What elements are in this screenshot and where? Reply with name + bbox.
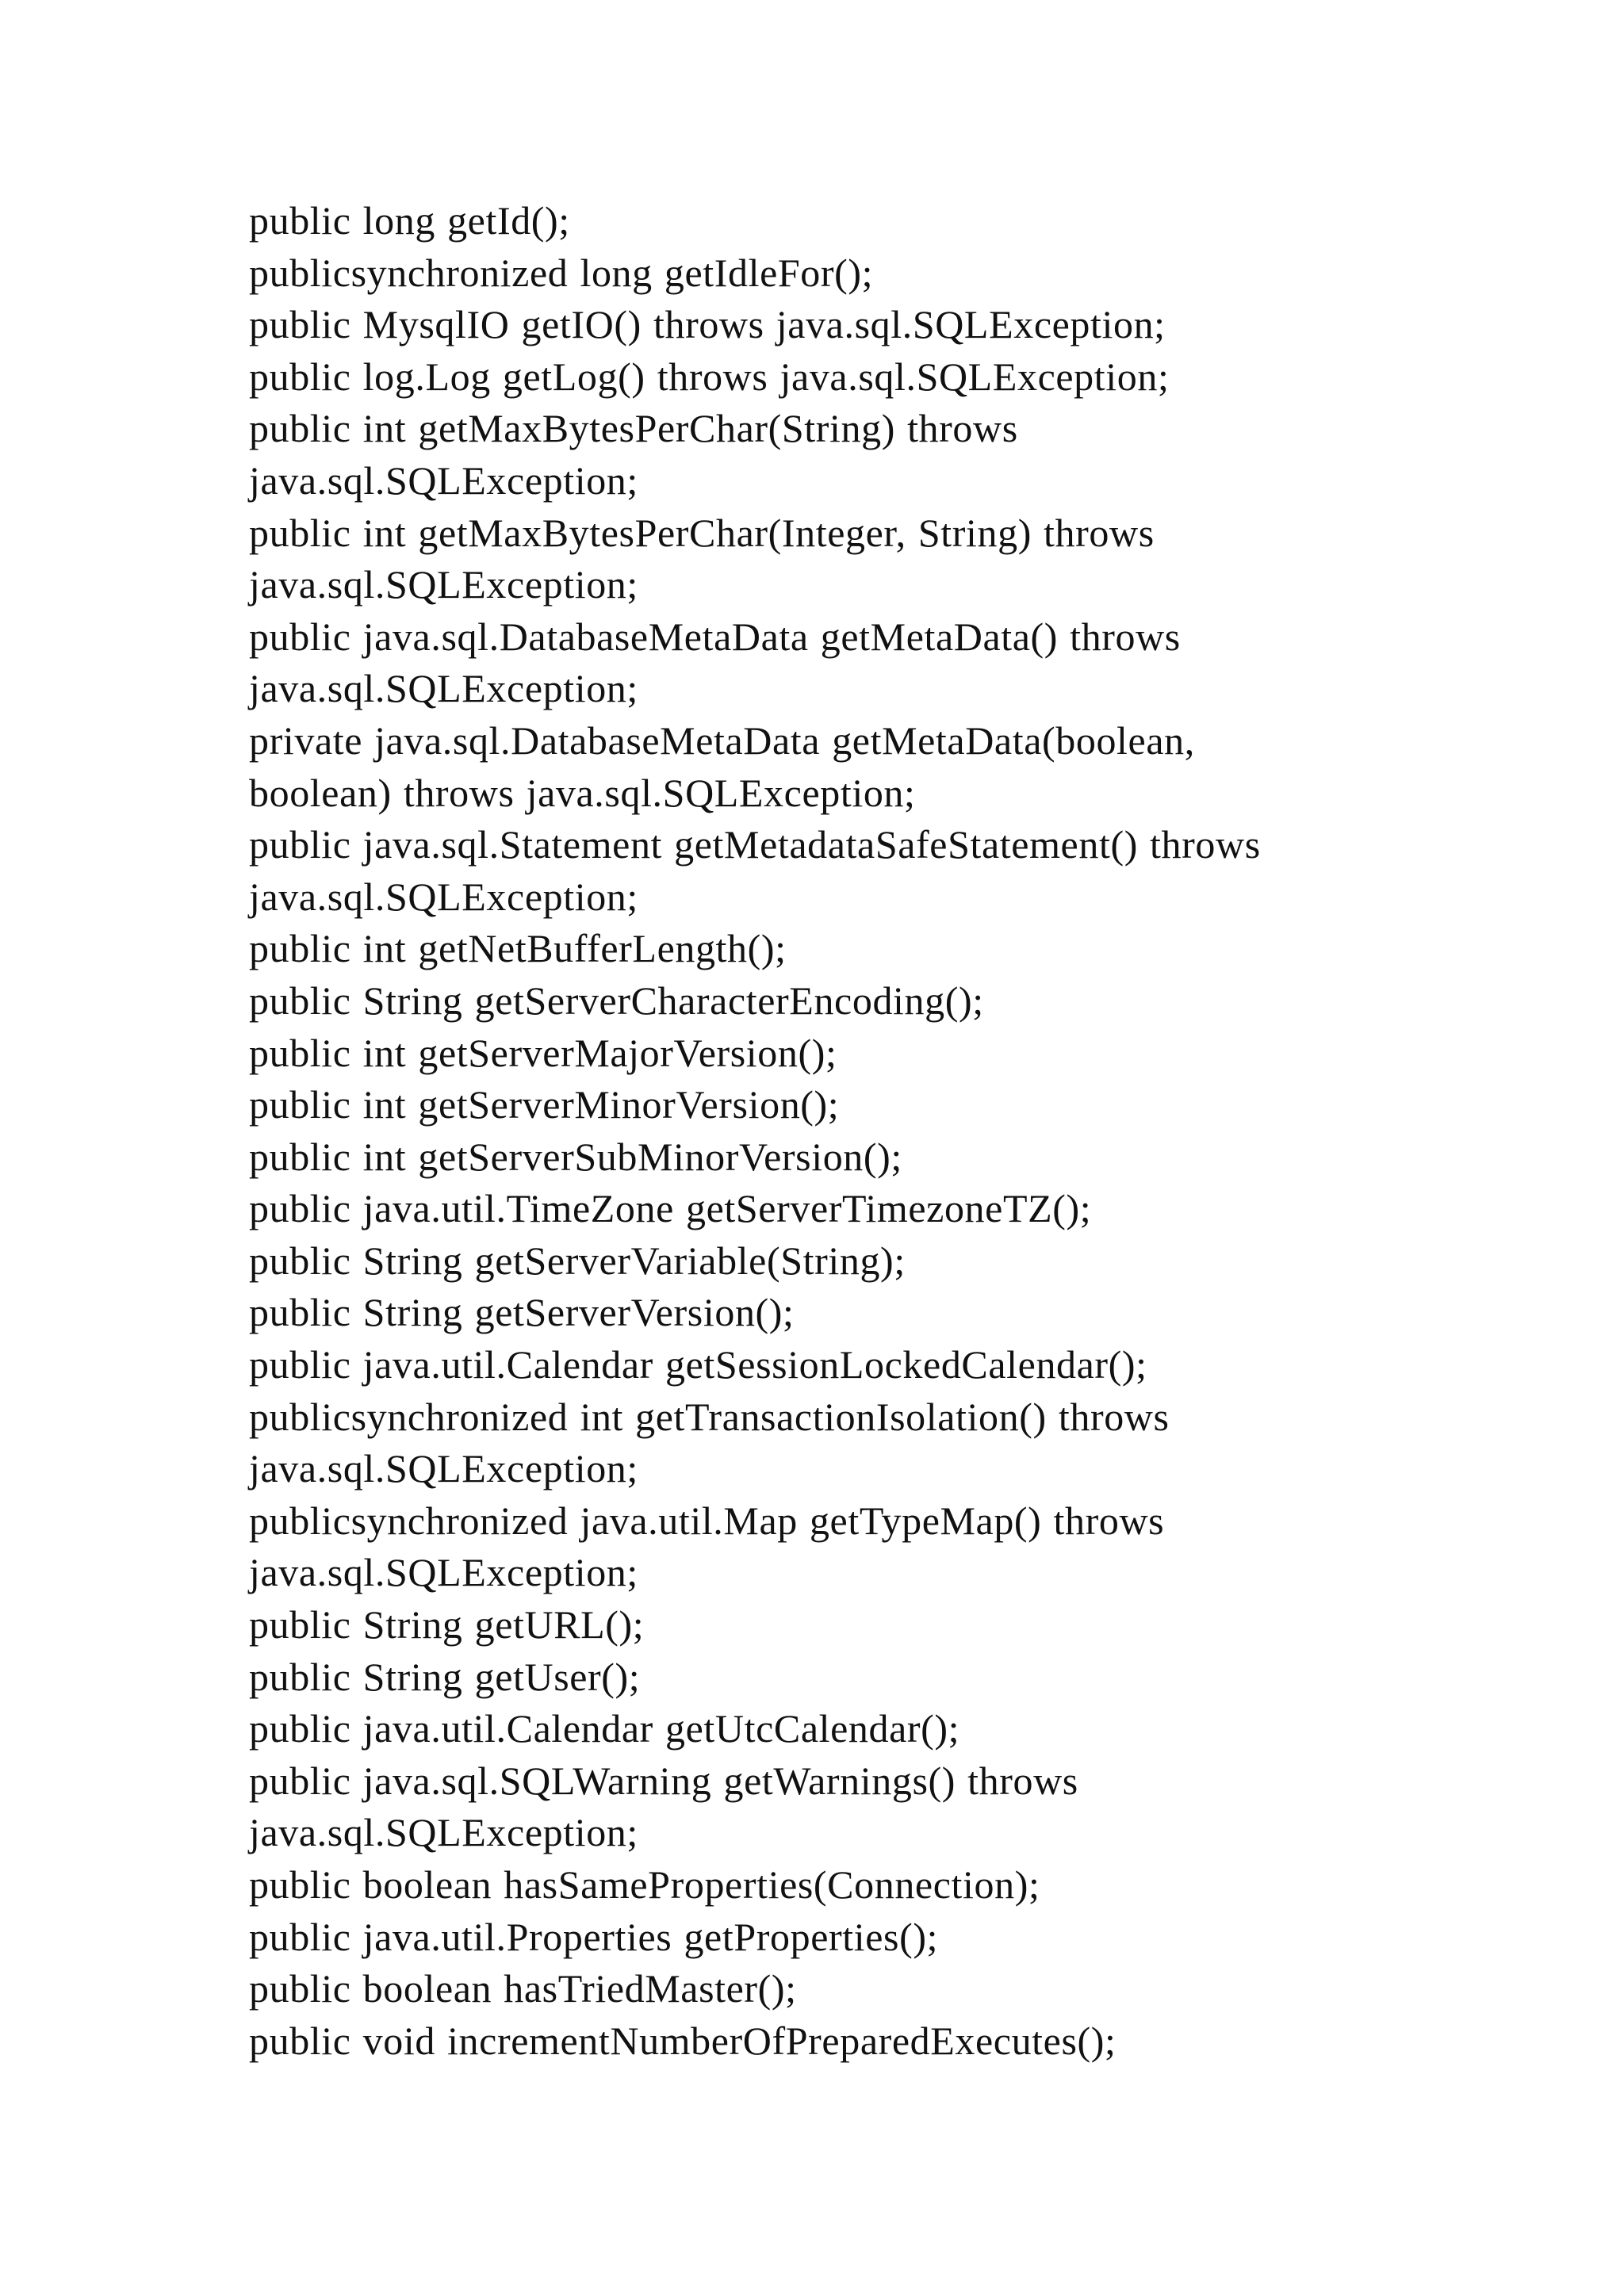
- code-line: public int getNetBufferLength();: [249, 926, 787, 971]
- code-paragraph: [197, 1183, 1434, 1235]
- code-line: public java.util.Properties getProperties();: [249, 1914, 939, 1959]
- code-line: private java.sql.DatabaseMetaData getMetaData(boolean,: [249, 718, 1195, 763]
- code-line: public java.sql.Statement getMetadataSafeStatement() throws: [249, 822, 1261, 867]
- code-line: public java.util.Calendar getSessionLockedCalendar();: [249, 1342, 1147, 1387]
- code-paragraph: [197, 1703, 1434, 1755]
- code-line: public String getServerVersion();: [249, 1290, 795, 1335]
- code-paragraph: [197, 1027, 1434, 1080]
- code-line: public java.sql.DatabaseMetaData getMetaData() throws: [249, 614, 1181, 659]
- code-paragraph: [197, 1599, 1434, 1651]
- code-paragraph: [197, 1287, 1434, 1339]
- code-line: public java.util.Calendar getUtcCalendar();: [249, 1706, 960, 1751]
- code-paragraph: [197, 1339, 1434, 1391]
- code-paragraph: [197, 1963, 1434, 2015]
- code-line: public log.Log getLog() throws java.sql.SQLException;: [249, 354, 1170, 399]
- code-line: publicsynchronized int getTransactionIsolation() throws: [249, 1394, 1170, 1439]
- code-paragraph: [197, 351, 1434, 404]
- code-line: public void incrementNumberOfPreparedExecutes();: [249, 2018, 1116, 2063]
- code-line: public java.util.TimeZone getServerTimezoneTZ();: [249, 1186, 1092, 1231]
- code-paragraph: [197, 819, 1434, 923]
- code-paragraph: [197, 923, 1434, 975]
- code-line: public int getServerMajorVersion();: [249, 1030, 837, 1075]
- code-line-continuation: boolean) throws java.sql.SQLException;: [249, 770, 916, 815]
- code-paragraph: [197, 611, 1434, 715]
- code-line: public int getServerSubMinorVersion();: [249, 1134, 902, 1179]
- code-line: public int getMaxBytesPerChar(Integer, String) throws: [249, 510, 1155, 555]
- code-line-continuation: java.sql.SQLException;: [249, 1810, 638, 1855]
- code-paragraph: [197, 299, 1434, 351]
- code-line-continuation: java.sql.SQLException;: [249, 1446, 638, 1491]
- code-line: public int getServerMinorVersion();: [249, 1082, 840, 1127]
- code-paragraph: [197, 975, 1434, 1027]
- code-paragraph: [197, 1391, 1434, 1495]
- code-paragraph: [197, 1079, 1434, 1131]
- code-paragraph: [197, 1235, 1434, 1288]
- code-paragraph: [197, 507, 1434, 611]
- code-paragraph: [197, 1755, 1434, 1859]
- code-paragraph: [197, 1131, 1434, 1184]
- code-paragraph: [197, 1911, 1434, 1964]
- code-line-continuation: java.sql.SQLException;: [249, 457, 638, 503]
- code-line: public long getId();: [249, 198, 570, 243]
- code-line: public java.sql.SQLWarning getWarnings() throws: [249, 1758, 1078, 1803]
- code-paragraph: [197, 1651, 1434, 1704]
- code-paragraph: [197, 1495, 1434, 1599]
- code-paragraph: [197, 195, 1434, 247]
- code-paragraph: [197, 247, 1434, 300]
- code-line: publicsynchronized java.util.Map getTypeMap() throws: [249, 1498, 1165, 1543]
- code-line-continuation: java.sql.SQLException;: [249, 874, 638, 919]
- code-line: public boolean hasTriedMaster();: [249, 1966, 797, 2011]
- code-line: public MysqlIO getIO() throws java.sql.SQLException;: [249, 302, 1166, 347]
- code-line: public String getServerCharacterEncoding();: [249, 978, 984, 1023]
- code-paragraph: [197, 403, 1434, 507]
- document-body: [197, 195, 1434, 2067]
- code-line-continuation: java.sql.SQLException;: [249, 1550, 638, 1595]
- code-line: public boolean hasSameProperties(Connection);: [249, 1862, 1040, 1907]
- code-line: public String getServerVariable(String);: [249, 1238, 906, 1283]
- code-line: public String getURL();: [249, 1602, 645, 1647]
- code-line-continuation: java.sql.SQLException;: [249, 666, 638, 711]
- code-paragraph: [197, 1859, 1434, 1911]
- code-paragraph: [197, 2015, 1434, 2068]
- code-line: public int getMaxBytesPerChar(String) throws: [249, 406, 1018, 451]
- code-line-continuation: java.sql.SQLException;: [249, 562, 638, 607]
- code-line: publicsynchronized long getIdleFor();: [249, 250, 874, 295]
- code-line: public String getUser();: [249, 1654, 641, 1699]
- code-paragraph: [197, 715, 1434, 819]
